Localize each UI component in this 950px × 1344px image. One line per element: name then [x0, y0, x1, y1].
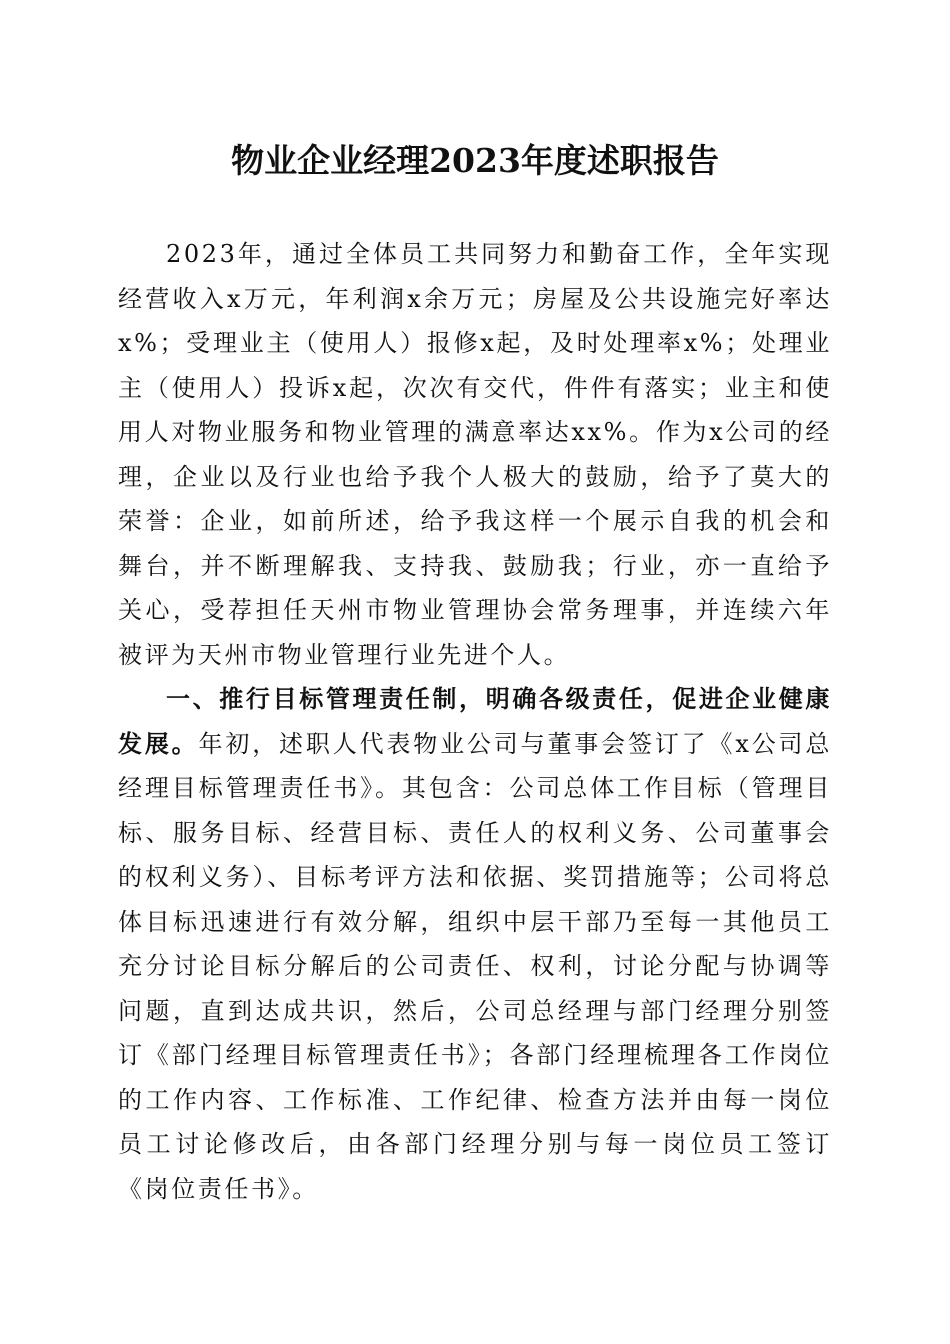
section-1-heading: 一、推行目标管理责任制，明确各级责任，促进企业健康发展。 — [118, 685, 832, 758]
intro-paragraph: 2023年，通过全体员工共同努力和勤奋工作，全年实现经营收入x万元，年利润x余万元；房屋及公共设施完好率达x%；受理业主（使用人）报修x起，及时处理率x%；处理业主（使用人）投诉x起，次次有交代，件件有落实；业主和使用人对物业服务和物业管理的满意率达xx%。作为x公司的经理，企业以及行业也给予我个人极大的鼓励，给予了莫大的荣誉：企业，如前所述，给予我这样一个展示自我的机会和舞台，并不断理解我、支持我、鼓励我；行业，亦一直给予关心，受荐担任天州市物业管理协会常务理事，并连续六年被评为天州市物业管理行业先进个人。 — [118, 240, 832, 669]
section-1-paragraph — [118, 677, 832, 1211]
document-body — [118, 232, 832, 1211]
page-title: 物业企业经理2023年度述职报告 — [231, 141, 719, 180]
section-1-body: 年初，述职人代表物业公司与董事会签订了《x公司总经理目标管理责任书》。其包含：公司总体工作目标（管理目标、服务目标、经营目标、责任人的权利义务、公司董事会的权利义务）、目标考评方法和依据、奖罚措施等；公司将总体目标迅速进行有效分解，组织中层干部乃至每一其他员工充分讨论目标分解后的公司责任、权利，讨论分配与协调等问题，直到达成共识，然后，公司总经理与部门经理分别签订《部门经理目标管理责任书》；各部门经理梳理各工作岗位的工作内容、工作标准、工作纪律、检查方法并由每一岗位员工讨论修改后，由各部门经理分别与每一岗位员工签订《岗位责任书》。 — [118, 729, 832, 1203]
